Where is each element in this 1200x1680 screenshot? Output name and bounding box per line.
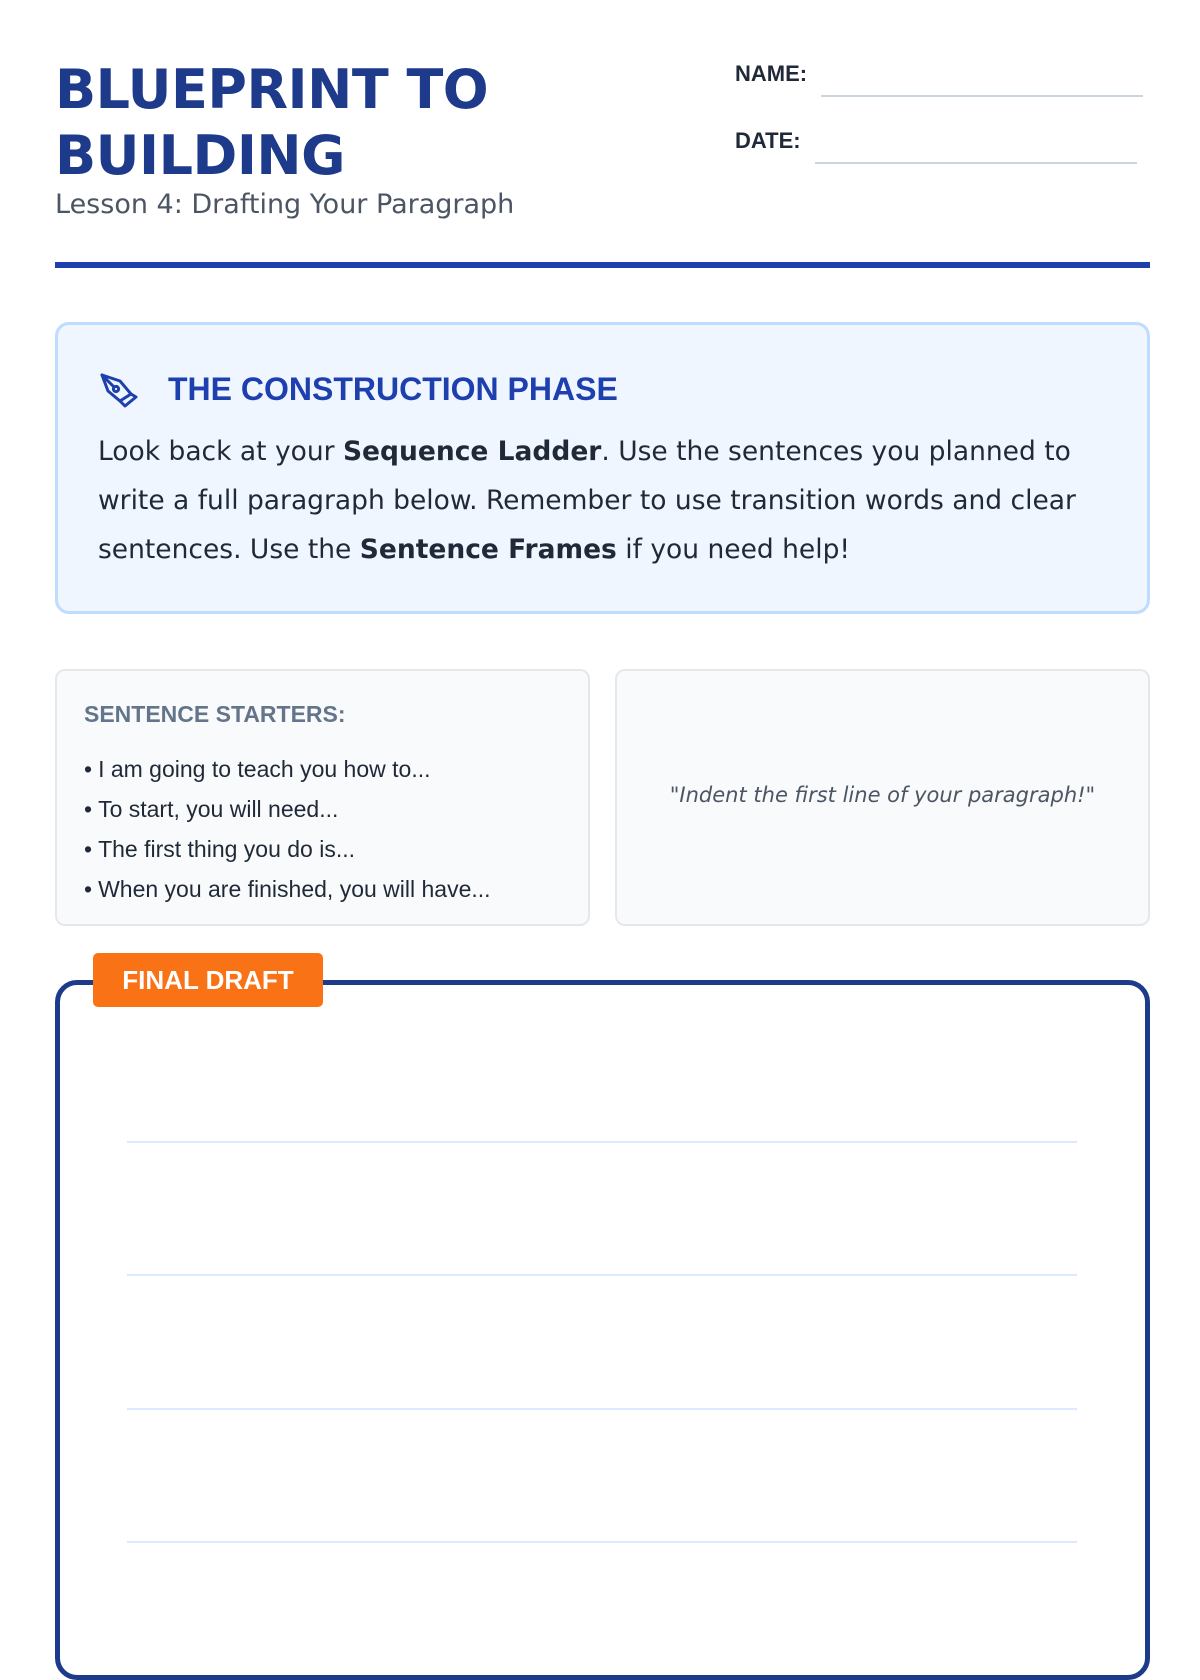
sequence-ladder-term: Sequence Ladder (342, 436, 602, 467)
starter-item: • I am going to teach you how to... (84, 749, 491, 789)
writing-line[interactable] (127, 1408, 1077, 1410)
writing-line[interactable] (127, 1141, 1077, 1143)
writing-line[interactable] (127, 1274, 1077, 1276)
name-row (735, 57, 1143, 97)
phase-instructions: Look back at your Sequence Ladder. Use the sentences you planned to write a full paragraph below. Remember to use transition words and clear sentences. Use the Sentence Frames if you need help! (98, 436, 1076, 565)
date-row (735, 124, 1137, 164)
starters-heading: SENTENCE STARTERS: (84, 701, 346, 727)
final-draft-box[interactable] (55, 980, 1150, 1680)
starter-item: • When you are finished, you will have... (84, 869, 491, 909)
date-field[interactable] (815, 162, 1137, 164)
lesson-subtitle: Lesson 4: Drafting Your Paragraph (55, 189, 515, 220)
worksheet-title: BLUEPRINT TO BUILDING (55, 58, 489, 187)
starters-list (84, 749, 491, 909)
header-divider (55, 262, 1150, 268)
pen-nib-icon (98, 369, 138, 409)
date-label: DATE: (735, 128, 801, 153)
name-field[interactable] (821, 95, 1143, 97)
name-label: NAME: (735, 61, 808, 86)
worksheet-header (55, 55, 1150, 268)
construction-phase-box (55, 322, 1150, 614)
writing-line[interactable] (127, 1541, 1077, 1543)
indent-tip-text: "Indent the first line of your paragraph!" (669, 783, 1096, 807)
indent-tip-card (615, 669, 1150, 926)
sentence-starters-card (55, 669, 590, 926)
starter-item: • To start, you will need... (84, 789, 491, 829)
phase-heading: THE CONSTRUCTION PHASE (168, 371, 618, 407)
sentence-frames-term: Sentence Frames (359, 534, 617, 565)
final-draft-label: FINAL DRAFT (93, 953, 323, 1007)
starter-item: • The first thing you do is... (84, 829, 491, 869)
